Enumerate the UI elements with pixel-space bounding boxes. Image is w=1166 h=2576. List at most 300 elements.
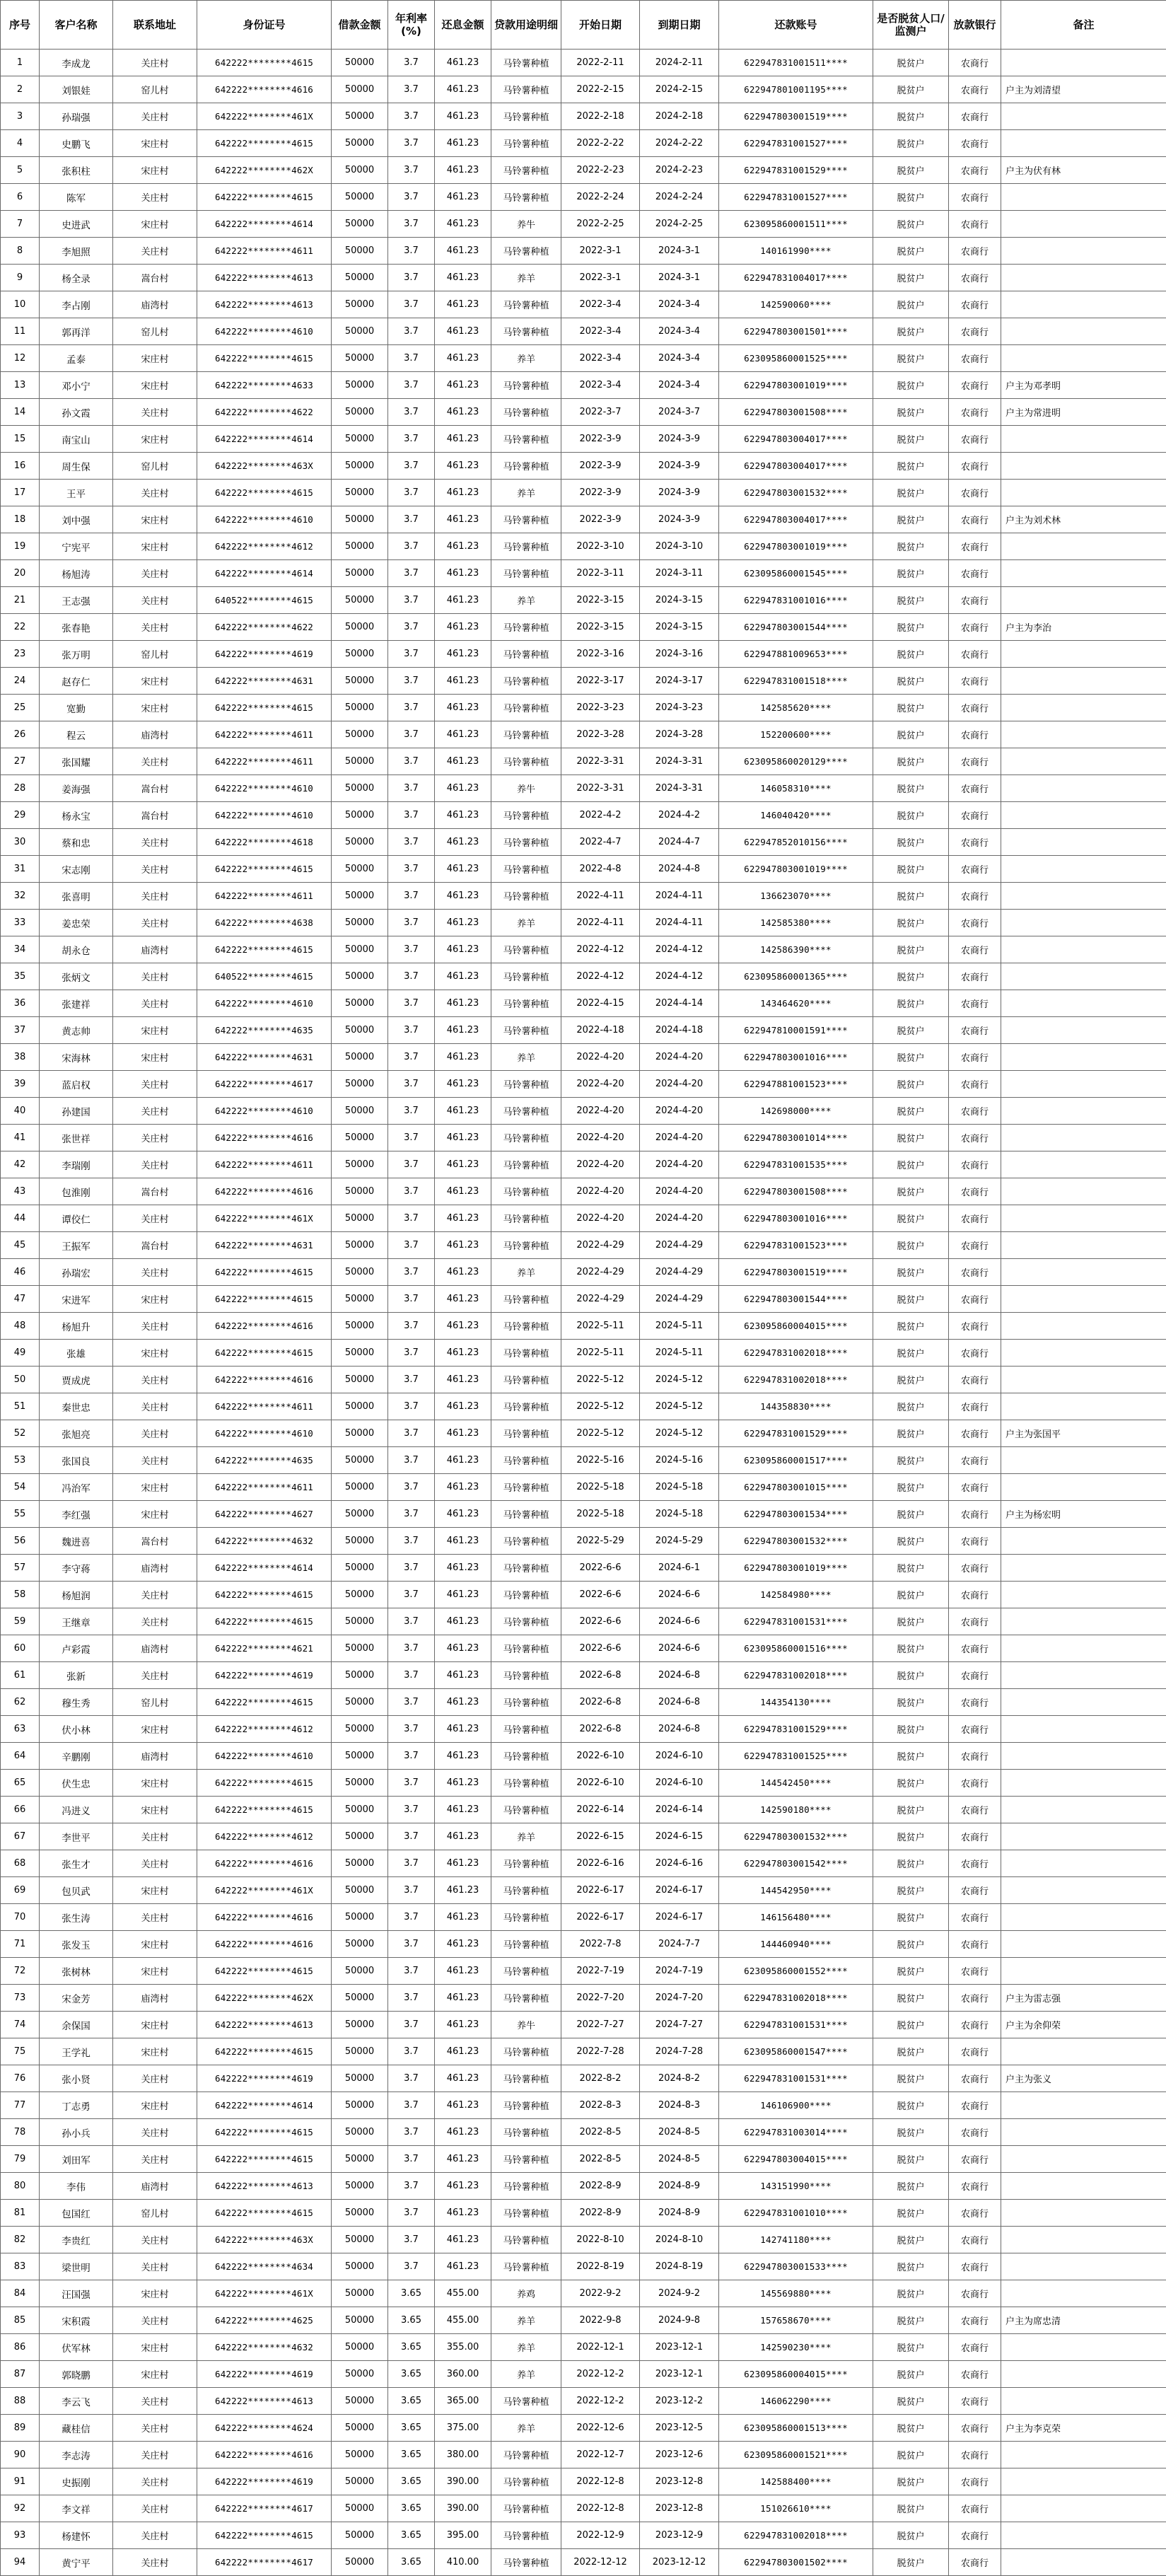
cell-note	[1001, 2253, 1166, 2280]
cell-start-date: 2022-3-9	[561, 453, 640, 480]
cell-bank: 农商行	[949, 2549, 1001, 2576]
cell-address: 关庄村	[113, 748, 197, 775]
cell-id-number: 642222********4633	[197, 372, 332, 399]
table-row	[1, 587, 1166, 614]
cell-interest: 461.23	[435, 1420, 491, 1447]
cell-start-date: 2022-4-20	[561, 1098, 640, 1125]
cell-end-date: 2024-8-2	[640, 2065, 719, 2092]
cell-id-number: 642222********4617	[197, 1071, 332, 1098]
cell-seq: 49	[1, 1340, 40, 1367]
cell-note	[1001, 2334, 1166, 2361]
cell-id-number: 642222********4610	[197, 318, 332, 345]
cell-loan-amount: 50000	[332, 1474, 388, 1501]
cell-interest: 461.23	[435, 641, 491, 668]
cell-interest: 461.23	[435, 1340, 491, 1367]
cell-id-number: 642222********4615	[197, 1608, 332, 1635]
cell-interest: 461.23	[435, 2065, 491, 2092]
cell-start-date: 2022-9-8	[561, 2307, 640, 2334]
cell-seq: 7	[1, 211, 40, 238]
cell-repay-account: 622947803001502****	[719, 2549, 873, 2576]
cell-repay-account: 143464620****	[719, 990, 873, 1017]
cell-poverty-status: 脱贫户	[873, 345, 949, 372]
cell-address: 关庄村	[113, 1904, 197, 1931]
cell-interest: 461.23	[435, 2038, 491, 2065]
cell-repay-account: 623095860020129****	[719, 748, 873, 775]
cell-repay-account: 622947831002018****	[719, 1985, 873, 2012]
cell-usage: 马铃薯种植	[491, 1931, 561, 1958]
cell-seq: 70	[1, 1904, 40, 1931]
cell-repay-account: 142585380****	[719, 910, 873, 936]
cell-annual-rate: 3.7	[388, 533, 435, 560]
cell-name: 李旭照	[40, 238, 113, 265]
cell-name: 李红强	[40, 1501, 113, 1528]
cell-loan-amount: 50000	[332, 157, 388, 184]
cell-address: 嵩台村	[113, 265, 197, 291]
cell-loan-amount: 50000	[332, 1662, 388, 1689]
cell-end-date: 2024-7-20	[640, 1985, 719, 2012]
cell-start-date: 2022-5-16	[561, 1447, 640, 1474]
cell-loan-amount: 50000	[332, 238, 388, 265]
cell-repay-account: 622947831001531****	[719, 1608, 873, 1635]
cell-annual-rate: 3.7	[388, 2173, 435, 2200]
cell-poverty-status: 脱贫户	[873, 668, 949, 695]
cell-id-number: 642222********4617	[197, 2549, 332, 2576]
cell-note	[1001, 721, 1166, 748]
table-row	[1, 1340, 1166, 1367]
cell-end-date: 2024-4-11	[640, 910, 719, 936]
table-row	[1, 1474, 1166, 1501]
cell-annual-rate: 3.7	[388, 265, 435, 291]
cell-interest: 375.00	[435, 2415, 491, 2442]
cell-start-date: 2022-6-17	[561, 1877, 640, 1904]
cell-usage: 马铃薯种植	[491, 1205, 561, 1232]
cell-start-date: 2022-3-15	[561, 587, 640, 614]
cell-interest: 461.23	[435, 1125, 491, 1151]
cell-end-date: 2024-3-23	[640, 695, 719, 721]
cell-repay-account: 622947803001519****	[719, 1259, 873, 1286]
cell-end-date: 2024-6-8	[640, 1662, 719, 1689]
header-note: 备注	[1001, 1, 1166, 50]
cell-repay-account: 622947803001016****	[719, 1205, 873, 1232]
cell-note: 户主为席忠清	[1001, 2307, 1166, 2334]
cell-repay-account: 622947803001016****	[719, 1044, 873, 1071]
cell-seq: 50	[1, 1367, 40, 1393]
cell-annual-rate: 3.7	[388, 1125, 435, 1151]
cell-poverty-status: 脱贫户	[873, 2388, 949, 2415]
cell-annual-rate: 3.7	[388, 883, 435, 910]
table-row	[1, 1205, 1166, 1232]
cell-annual-rate: 3.65	[388, 2549, 435, 2576]
cell-annual-rate: 3.7	[388, 2253, 435, 2280]
cell-poverty-status: 脱贫户	[873, 453, 949, 480]
cell-end-date: 2024-4-12	[640, 963, 719, 990]
cell-name: 丁志勇	[40, 2092, 113, 2119]
cell-name: 魏进喜	[40, 1528, 113, 1555]
table-row	[1, 748, 1166, 775]
cell-id-number: 642222********4615	[197, 1286, 332, 1313]
cell-seq: 84	[1, 2280, 40, 2307]
cell-usage: 马铃薯种植	[491, 130, 561, 157]
cell-start-date: 2022-3-4	[561, 345, 640, 372]
cell-end-date: 2024-4-20	[640, 1151, 719, 1178]
cell-start-date: 2022-6-8	[561, 1716, 640, 1743]
cell-loan-amount: 50000	[332, 2468, 388, 2495]
table-row	[1, 318, 1166, 345]
cell-loan-amount: 50000	[332, 318, 388, 345]
cell-start-date: 2022-4-20	[561, 1151, 640, 1178]
table-row	[1, 1635, 1166, 1662]
cell-start-date: 2022-3-31	[561, 748, 640, 775]
cell-usage: 养羊	[491, 910, 561, 936]
table-row	[1, 1125, 1166, 1151]
cell-end-date: 2024-4-29	[640, 1259, 719, 1286]
cell-annual-rate: 3.7	[388, 399, 435, 426]
cell-address: 关庄村	[113, 2388, 197, 2415]
cell-bank: 农商行	[949, 291, 1001, 318]
cell-seq: 56	[1, 1528, 40, 1555]
cell-address: 宋庄村	[113, 2038, 197, 2065]
cell-note	[1001, 1071, 1166, 1098]
cell-start-date: 2022-5-18	[561, 1501, 640, 1528]
cell-annual-rate: 3.7	[388, 1985, 435, 2012]
cell-annual-rate: 3.7	[388, 2038, 435, 2065]
cell-id-number: 642222********461X	[197, 103, 332, 130]
cell-repay-account: 144358830****	[719, 1393, 873, 1420]
cell-note	[1001, 1393, 1166, 1420]
cell-start-date: 2022-9-2	[561, 2280, 640, 2307]
cell-name: 姜海强	[40, 775, 113, 802]
cell-loan-amount: 50000	[332, 426, 388, 453]
cell-note	[1001, 1125, 1166, 1151]
cell-repay-account: 623095860004015****	[719, 2361, 873, 2388]
cell-usage: 马铃薯种植	[491, 1017, 561, 1044]
cell-id-number: 642222********4627	[197, 1501, 332, 1528]
cell-bank: 农商行	[949, 1582, 1001, 1608]
cell-repay-account: 622947803001501****	[719, 318, 873, 345]
cell-repay-account: 622947803001015****	[719, 1474, 873, 1501]
table-row	[1, 1151, 1166, 1178]
cell-seq: 43	[1, 1178, 40, 1205]
cell-address: 宋庄村	[113, 2361, 197, 2388]
cell-interest: 461.23	[435, 1501, 491, 1528]
cell-start-date: 2022-7-28	[561, 2038, 640, 2065]
cell-interest: 461.23	[435, 2092, 491, 2119]
cell-bank: 农商行	[949, 2361, 1001, 2388]
cell-loan-amount: 50000	[332, 2065, 388, 2092]
cell-poverty-status: 脱贫户	[873, 1716, 949, 1743]
cell-address: 关庄村	[113, 963, 197, 990]
cell-bank: 农商行	[949, 2334, 1001, 2361]
cell-address: 庙湾村	[113, 936, 197, 963]
cell-start-date: 2022-12-2	[561, 2388, 640, 2415]
cell-seq: 15	[1, 426, 40, 453]
cell-name: 张积柱	[40, 157, 113, 184]
cell-end-date: 2024-2-23	[640, 157, 719, 184]
cell-poverty-status: 脱贫户	[873, 1474, 949, 1501]
cell-note	[1001, 1716, 1166, 1743]
cell-interest: 461.23	[435, 1555, 491, 1582]
cell-name: 宋海林	[40, 1044, 113, 1071]
table-row	[1, 1582, 1166, 1608]
cell-annual-rate: 3.7	[388, 829, 435, 856]
cell-address: 关庄村	[113, 1420, 197, 1447]
table-row	[1, 829, 1166, 856]
cell-usage: 马铃薯种植	[491, 1958, 561, 1985]
cell-seq: 38	[1, 1044, 40, 1071]
cell-name: 辛鹏刚	[40, 1743, 113, 1770]
cell-bank: 农商行	[949, 587, 1001, 614]
cell-usage: 马铃薯种植	[491, 1125, 561, 1151]
cell-seq: 11	[1, 318, 40, 345]
cell-usage: 马铃薯种植	[491, 2065, 561, 2092]
cell-end-date: 2024-7-28	[640, 2038, 719, 2065]
cell-loan-amount: 50000	[332, 2092, 388, 2119]
table-row	[1, 1958, 1166, 1985]
cell-id-number: 642222********4611	[197, 721, 332, 748]
cell-bank: 农商行	[949, 2038, 1001, 2065]
cell-id-number: 642222********4610	[197, 775, 332, 802]
cell-note	[1001, 1662, 1166, 1689]
cell-id-number: 642222********4616	[197, 1931, 332, 1958]
cell-usage: 马铃薯种植	[491, 2092, 561, 2119]
cell-loan-amount: 50000	[332, 2415, 388, 2442]
cell-id-number: 642222********4610	[197, 802, 332, 829]
cell-interest: 410.00	[435, 2549, 491, 2576]
cell-annual-rate: 3.7	[388, 2119, 435, 2146]
table-row	[1, 211, 1166, 238]
cell-address: 关庄村	[113, 399, 197, 426]
cell-note: 户主为雷志强	[1001, 1985, 1166, 2012]
cell-bank: 农商行	[949, 1474, 1001, 1501]
cell-repay-account: 623095860001511****	[719, 211, 873, 238]
cell-poverty-status: 脱贫户	[873, 2442, 949, 2468]
cell-usage: 马铃薯种植	[491, 1393, 561, 1420]
cell-id-number: 642222********4611	[197, 1474, 332, 1501]
cell-poverty-status: 脱贫户	[873, 2119, 949, 2146]
cell-id-number: 642222********461X	[197, 1877, 332, 1904]
table-row	[1, 2012, 1166, 2038]
cell-name: 宁宪平	[40, 533, 113, 560]
cell-loan-amount: 50000	[332, 1286, 388, 1313]
cell-usage: 马铃薯种植	[491, 1582, 561, 1608]
cell-note	[1001, 1044, 1166, 1071]
cell-name: 刘银娃	[40, 76, 113, 103]
cell-annual-rate: 3.7	[388, 1608, 435, 1635]
cell-annual-rate: 3.7	[388, 1689, 435, 1716]
cell-repay-account: 622947831001010****	[719, 2200, 873, 2227]
cell-repay-account: 143151990****	[719, 2173, 873, 2200]
cell-bank: 农商行	[949, 1259, 1001, 1286]
cell-annual-rate: 3.7	[388, 1635, 435, 1662]
cell-note	[1001, 910, 1166, 936]
cell-end-date: 2023-12-1	[640, 2334, 719, 2361]
cell-loan-amount: 50000	[332, 1850, 388, 1877]
table-row	[1, 963, 1166, 990]
header-address: 联系地址	[113, 1, 197, 50]
cell-bank: 农商行	[949, 2522, 1001, 2549]
cell-bank: 农商行	[949, 1071, 1001, 1098]
cell-id-number: 642222********4616	[197, 2442, 332, 2468]
cell-end-date: 2024-6-17	[640, 1904, 719, 1931]
cell-id-number: 642222********4612	[197, 1716, 332, 1743]
cell-name: 周生保	[40, 453, 113, 480]
cell-seq: 20	[1, 560, 40, 587]
cell-name: 杨旭涛	[40, 560, 113, 587]
cell-bank: 农商行	[949, 372, 1001, 399]
cell-bank: 农商行	[949, 345, 1001, 372]
cell-annual-rate: 3.7	[388, 372, 435, 399]
cell-seq: 28	[1, 775, 40, 802]
cell-end-date: 2024-8-5	[640, 2146, 719, 2173]
cell-note	[1001, 1877, 1166, 1904]
cell-interest: 461.23	[435, 2227, 491, 2253]
table-row	[1, 76, 1166, 103]
cell-repay-account: 622947831001525****	[719, 1743, 873, 1770]
cell-annual-rate: 3.7	[388, 157, 435, 184]
cell-seq: 4	[1, 130, 40, 157]
cell-bank: 农商行	[949, 1770, 1001, 1797]
cell-address: 庙湾村	[113, 1743, 197, 1770]
cell-name: 张小贤	[40, 2065, 113, 2092]
cell-loan-amount: 50000	[332, 372, 388, 399]
cell-seq: 35	[1, 963, 40, 990]
cell-end-date: 2024-3-1	[640, 238, 719, 265]
cell-end-date: 2024-3-9	[640, 480, 719, 506]
cell-end-date: 2024-7-19	[640, 1958, 719, 1985]
cell-poverty-status: 脱贫户	[873, 291, 949, 318]
cell-address: 宋庄村	[113, 1286, 197, 1313]
cell-seq: 32	[1, 883, 40, 910]
cell-seq: 8	[1, 238, 40, 265]
cell-end-date: 2024-5-11	[640, 1340, 719, 1367]
cell-repay-account: 622947803001532****	[719, 1528, 873, 1555]
cell-repay-account: 622947831001518****	[719, 668, 873, 695]
cell-seq: 74	[1, 2012, 40, 2038]
cell-seq: 82	[1, 2227, 40, 2253]
cell-end-date: 2024-4-7	[640, 829, 719, 856]
cell-address: 关庄村	[113, 1662, 197, 1689]
cell-loan-amount: 50000	[332, 2280, 388, 2307]
table-row	[1, 2549, 1166, 2576]
cell-loan-amount: 50000	[332, 2549, 388, 2576]
cell-end-date: 2023-12-12	[640, 2549, 719, 2576]
cell-annual-rate: 3.7	[388, 1770, 435, 1797]
cell-address: 嵩台村	[113, 775, 197, 802]
cell-loan-amount: 50000	[332, 291, 388, 318]
cell-address: 窑儿村	[113, 318, 197, 345]
cell-seq: 31	[1, 856, 40, 883]
cell-name: 张国耀	[40, 748, 113, 775]
cell-note	[1001, 829, 1166, 856]
cell-interest: 461.23	[435, 1770, 491, 1797]
cell-start-date: 2022-5-12	[561, 1367, 640, 1393]
cell-address: 宋庄村	[113, 345, 197, 372]
cell-annual-rate: 3.7	[388, 1662, 435, 1689]
cell-loan-amount: 50000	[332, 748, 388, 775]
cell-loan-amount: 50000	[332, 1823, 388, 1850]
cell-start-date: 2022-4-15	[561, 990, 640, 1017]
cell-start-date: 2022-4-20	[561, 1205, 640, 1232]
cell-usage: 马铃薯种植	[491, 990, 561, 1017]
cell-start-date: 2022-6-8	[561, 1689, 640, 1716]
cell-seq: 83	[1, 2253, 40, 2280]
cell-bank: 农商行	[949, 668, 1001, 695]
cell-note	[1001, 480, 1166, 506]
cell-start-date: 2022-12-7	[561, 2442, 640, 2468]
cell-annual-rate: 3.7	[388, 1205, 435, 1232]
cell-annual-rate: 3.7	[388, 1232, 435, 1259]
cell-repay-account: 622947803001019****	[719, 372, 873, 399]
cell-interest: 461.23	[435, 748, 491, 775]
cell-id-number: 642222********4615	[197, 1689, 332, 1716]
table-row	[1, 157, 1166, 184]
cell-note	[1001, 2549, 1166, 2576]
cell-id-number: 642222********4619	[197, 2361, 332, 2388]
cell-seq: 63	[1, 1716, 40, 1743]
cell-loan-amount: 50000	[332, 480, 388, 506]
cell-interest: 461.23	[435, 802, 491, 829]
cell-start-date: 2022-5-11	[561, 1313, 640, 1340]
cell-end-date: 2024-8-19	[640, 2253, 719, 2280]
table-row	[1, 1313, 1166, 1340]
cell-repay-account: 622947803001019****	[719, 856, 873, 883]
cell-end-date: 2024-4-8	[640, 856, 719, 883]
cell-id-number: 642222********4638	[197, 910, 332, 936]
cell-annual-rate: 3.65	[388, 2442, 435, 2468]
cell-poverty-status: 脱贫户	[873, 1797, 949, 1823]
table-row	[1, 1044, 1166, 1071]
cell-address: 宋庄村	[113, 2092, 197, 2119]
cell-loan-amount: 50000	[332, 2200, 388, 2227]
table-row	[1, 721, 1166, 748]
cell-repay-account: 622947831002018****	[719, 1367, 873, 1393]
cell-bank: 农商行	[949, 1743, 1001, 1770]
cell-start-date: 2022-5-29	[561, 1528, 640, 1555]
cell-end-date: 2024-4-12	[640, 936, 719, 963]
cell-loan-amount: 50000	[332, 1232, 388, 1259]
cell-annual-rate: 3.7	[388, 721, 435, 748]
cell-interest: 455.00	[435, 2280, 491, 2307]
cell-usage: 马铃薯种植	[491, 426, 561, 453]
cell-note: 户主为邓孝明	[1001, 372, 1166, 399]
cell-start-date: 2022-3-16	[561, 641, 640, 668]
cell-seq: 55	[1, 1501, 40, 1528]
cell-name: 胡永仓	[40, 936, 113, 963]
cell-usage: 马铃薯种植	[491, 1313, 561, 1340]
table-row	[1, 1689, 1166, 1716]
cell-name: 穆生秀	[40, 1689, 113, 1716]
cell-poverty-status: 脱贫户	[873, 587, 949, 614]
cell-seq: 40	[1, 1098, 40, 1125]
cell-loan-amount: 50000	[332, 1259, 388, 1286]
cell-repay-account: 623095860001525****	[719, 345, 873, 372]
cell-repay-account: 622947831004017****	[719, 265, 873, 291]
table-row	[1, 2468, 1166, 2495]
cell-seq: 89	[1, 2415, 40, 2442]
cell-name: 杨全录	[40, 265, 113, 291]
cell-loan-amount: 50000	[332, 1716, 388, 1743]
cell-repay-account: 623095860001513****	[719, 2415, 873, 2442]
cell-poverty-status: 脱贫户	[873, 533, 949, 560]
table-row	[1, 668, 1166, 695]
cell-interest: 461.23	[435, 506, 491, 533]
cell-end-date: 2023-12-1	[640, 2361, 719, 2388]
cell-name: 张万明	[40, 641, 113, 668]
cell-interest: 461.23	[435, 1689, 491, 1716]
cell-end-date: 2024-3-1	[640, 265, 719, 291]
cell-address: 关庄村	[113, 2065, 197, 2092]
cell-loan-amount: 50000	[332, 2495, 388, 2522]
